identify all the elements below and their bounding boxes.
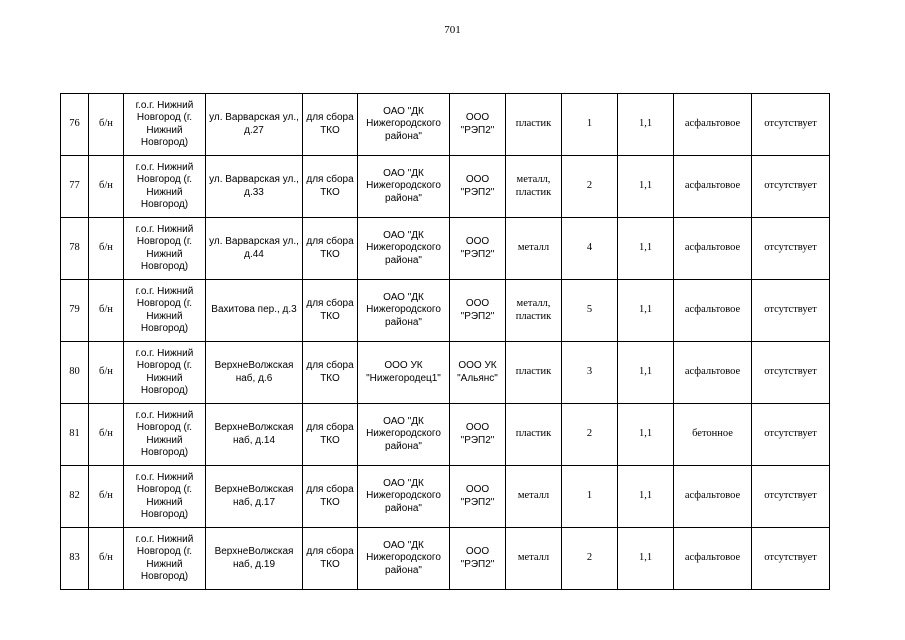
address: ул. Варварская ул., д.44 [206, 218, 303, 280]
container-count: 4 [562, 218, 618, 280]
fence-status: отсутствует [752, 94, 830, 156]
purpose: для сбора ТКО [303, 466, 358, 528]
owner: ОАО "ДК Нижегородского района" [358, 156, 450, 218]
fence-status: отсутствует [752, 156, 830, 218]
purpose: для сбора ТКО [303, 342, 358, 404]
registry-id: б/н [89, 280, 124, 342]
operator: ООО "РЭП2" [450, 94, 506, 156]
fence-status: отсутствует [752, 528, 830, 590]
municipality: г.о.г. Нижний Новгород (г. Нижний Новгород) [124, 466, 206, 528]
container-volume: 1,1 [618, 528, 674, 590]
waste-sites-table [60, 93, 830, 590]
registry-id: б/н [89, 342, 124, 404]
municipality: г.о.г. Нижний Новгород (г. Нижний Новгород) [124, 404, 206, 466]
surface-type: асфальтовое [674, 218, 752, 280]
fence-status: отсутствует [752, 218, 830, 280]
row-number: 83 [61, 528, 89, 590]
container-type: пластик [506, 404, 562, 466]
operator: ООО "РЭП2" [450, 218, 506, 280]
container-type: металл, пластик [506, 280, 562, 342]
container-volume: 1,1 [618, 466, 674, 528]
container-count: 3 [562, 342, 618, 404]
surface-type: асфальтовое [674, 280, 752, 342]
table-row [61, 404, 830, 466]
container-type: металл [506, 218, 562, 280]
table-body [61, 94, 830, 590]
row-number: 79 [61, 280, 89, 342]
container-volume: 1,1 [618, 218, 674, 280]
container-volume: 1,1 [618, 156, 674, 218]
table-row [61, 218, 830, 280]
container-type: металл [506, 466, 562, 528]
table-row [61, 342, 830, 404]
table-row [61, 528, 830, 590]
registry-id: б/н [89, 528, 124, 590]
table-row [61, 466, 830, 528]
owner: ООО УК "Нижегородец1" [358, 342, 450, 404]
address: ВерхнеВолжская наб, д.6 [206, 342, 303, 404]
row-number: 78 [61, 218, 89, 280]
purpose: для сбора ТКО [303, 404, 358, 466]
owner: ОАО "ДК Нижегородского района" [358, 466, 450, 528]
owner: ОАО "ДК Нижегородского района" [358, 404, 450, 466]
surface-type: асфальтовое [674, 94, 752, 156]
owner: ОАО "ДК Нижегородского района" [358, 528, 450, 590]
address: ВерхнеВолжская наб, д.19 [206, 528, 303, 590]
address: Вахитова пер., д.3 [206, 280, 303, 342]
container-count: 2 [562, 404, 618, 466]
purpose: для сбора ТКО [303, 528, 358, 590]
table-row [61, 94, 830, 156]
purpose: для сбора ТКО [303, 280, 358, 342]
address: ВерхнеВолжская наб, д.17 [206, 466, 303, 528]
container-volume: 1,1 [618, 404, 674, 466]
operator: ООО УК "Альянс" [450, 342, 506, 404]
fence-status: отсутствует [752, 404, 830, 466]
fence-status: отсутствует [752, 342, 830, 404]
table-row [61, 156, 830, 218]
container-count: 2 [562, 528, 618, 590]
purpose: для сбора ТКО [303, 156, 358, 218]
container-volume: 1,1 [618, 280, 674, 342]
municipality: г.о.г. Нижний Новгород (г. Нижний Новгород) [124, 156, 206, 218]
owner: ОАО "ДК Нижегородского района" [358, 218, 450, 280]
surface-type: асфальтовое [674, 342, 752, 404]
fence-status: отсутствует [752, 280, 830, 342]
surface-type: асфальтовое [674, 156, 752, 218]
container-count: 2 [562, 156, 618, 218]
container-volume: 1,1 [618, 94, 674, 156]
container-count: 1 [562, 466, 618, 528]
registry-id: б/н [89, 218, 124, 280]
surface-type: бетонное [674, 404, 752, 466]
address: ул. Варварская ул., д.27 [206, 94, 303, 156]
municipality: г.о.г. Нижний Новгород (г. Нижний Новгород) [124, 94, 206, 156]
purpose: для сбора ТКО [303, 94, 358, 156]
owner: ОАО "ДК Нижегородского района" [358, 280, 450, 342]
registry-id: б/н [89, 466, 124, 528]
operator: ООО "РЭП2" [450, 528, 506, 590]
container-type: пластик [506, 94, 562, 156]
operator: ООО "РЭП2" [450, 280, 506, 342]
container-count: 1 [562, 94, 618, 156]
row-number: 76 [61, 94, 89, 156]
surface-type: асфальтовое [674, 466, 752, 528]
address: ВерхнеВолжская наб, д.14 [206, 404, 303, 466]
registry-id: б/н [89, 156, 124, 218]
fence-status: отсутствует [752, 466, 830, 528]
container-volume: 1,1 [618, 342, 674, 404]
row-number: 82 [61, 466, 89, 528]
container-type: пластик [506, 342, 562, 404]
row-number: 77 [61, 156, 89, 218]
operator: ООО "РЭП2" [450, 466, 506, 528]
row-number: 80 [61, 342, 89, 404]
operator: ООО "РЭП2" [450, 404, 506, 466]
registry-id: б/н [89, 404, 124, 466]
container-type: металл, пластик [506, 156, 562, 218]
table-row [61, 280, 830, 342]
municipality: г.о.г. Нижний Новгород (г. Нижний Новгород) [124, 528, 206, 590]
registry-id: б/н [89, 94, 124, 156]
surface-type: асфальтовое [674, 528, 752, 590]
municipality: г.о.г. Нижний Новгород (г. Нижний Новгород) [124, 342, 206, 404]
municipality: г.о.г. Нижний Новгород (г. Нижний Новгород) [124, 218, 206, 280]
container-type: металл [506, 528, 562, 590]
row-number: 81 [61, 404, 89, 466]
operator: ООО "РЭП2" [450, 156, 506, 218]
municipality: г.о.г. Нижний Новгород (г. Нижний Новгород) [124, 280, 206, 342]
purpose: для сбора ТКО [303, 218, 358, 280]
address: ул. Варварская ул., д.33 [206, 156, 303, 218]
page-number: 701 [444, 24, 461, 36]
container-count: 5 [562, 280, 618, 342]
owner: ОАО "ДК Нижегородского района" [358, 94, 450, 156]
